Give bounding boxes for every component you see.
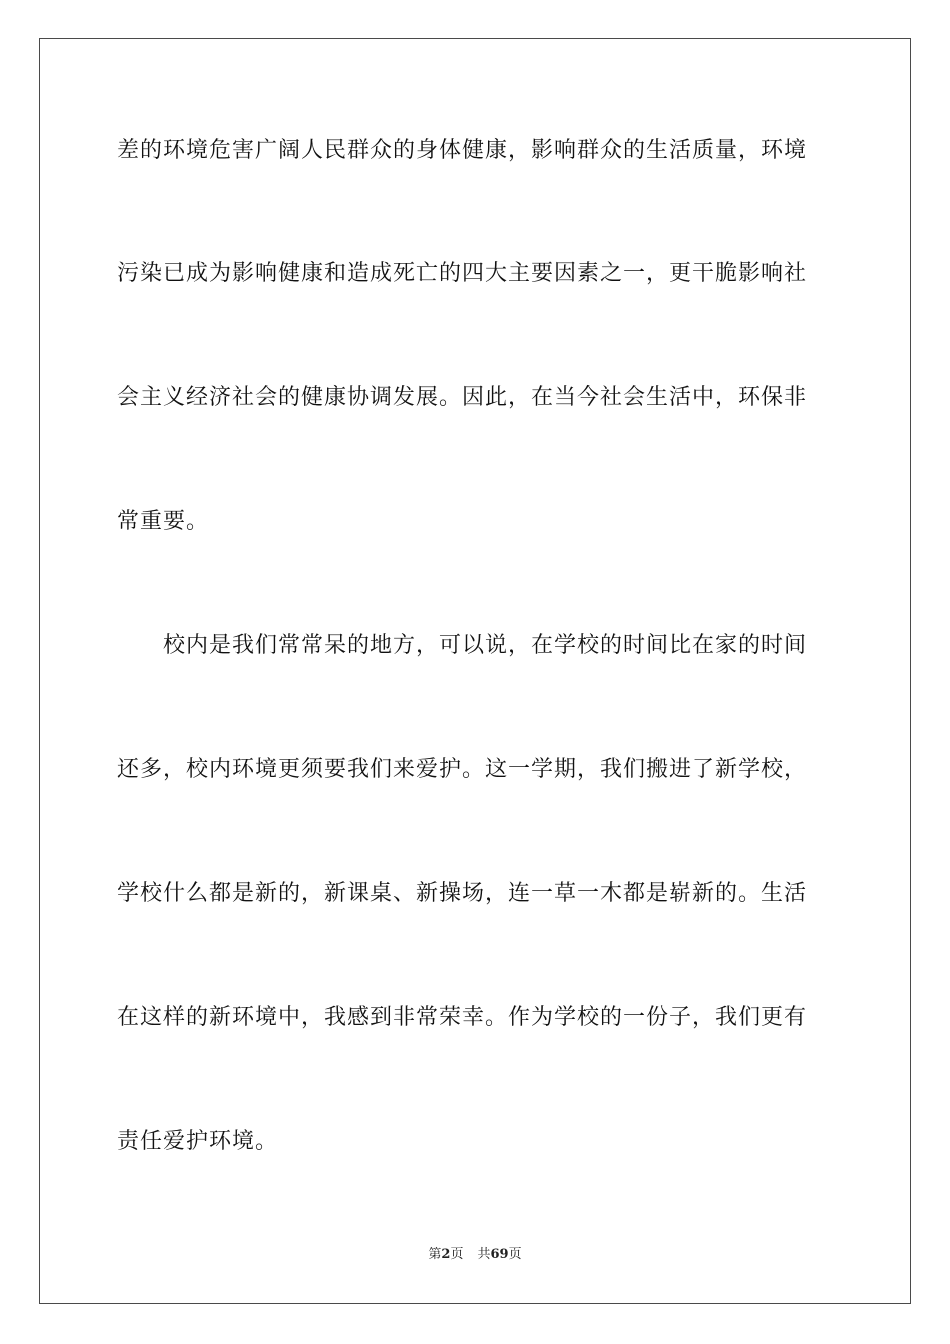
paragraph-1-line-2: 污染已成为影响健康和造成死亡的四大主要因素之一，更干脆影响社 bbox=[117, 261, 808, 286]
paragraph-2-line-2: 还多，校内环境更须要我们来爱护。这一学期，我们搬进了新学校， bbox=[117, 757, 808, 782]
page-suffix: 页 bbox=[450, 1247, 464, 1262]
paragraph-2-line-5: 责任爱护环境。 bbox=[117, 1129, 279, 1154]
paragraph-1-line-4: 常重要。 bbox=[117, 509, 210, 534]
total-prefix: 共 bbox=[477, 1247, 491, 1262]
page-footer bbox=[0, 1246, 950, 1264]
total-suffix: 页 bbox=[508, 1247, 522, 1262]
page-border bbox=[39, 38, 911, 1304]
paragraph-2-line-4: 在这样的新环境中，我感到非常荣幸。作为学校的一份子，我们更有 bbox=[117, 1005, 808, 1030]
paragraph-1-line-3: 会主义经济社会的健康协调发展。因此，在当今社会生活中，环保非 bbox=[117, 385, 808, 410]
page-prefix: 第 bbox=[428, 1247, 442, 1262]
total-page-count: 69 bbox=[490, 1247, 509, 1262]
current-page-number: 2 bbox=[441, 1247, 451, 1262]
paragraph-2-line-1: 校内是我们常常呆的地方，可以说，在学校的时间比在家的时间 bbox=[163, 633, 808, 658]
paragraph-1-line-1: 差的环境危害广阔人民群众的身体健康，影响群众的生活质量，环境 bbox=[117, 138, 808, 163]
paragraph-2-line-3: 学校什么都是新的，新课桌、新操场，连一草一木都是崭新的。生活 bbox=[117, 881, 808, 906]
